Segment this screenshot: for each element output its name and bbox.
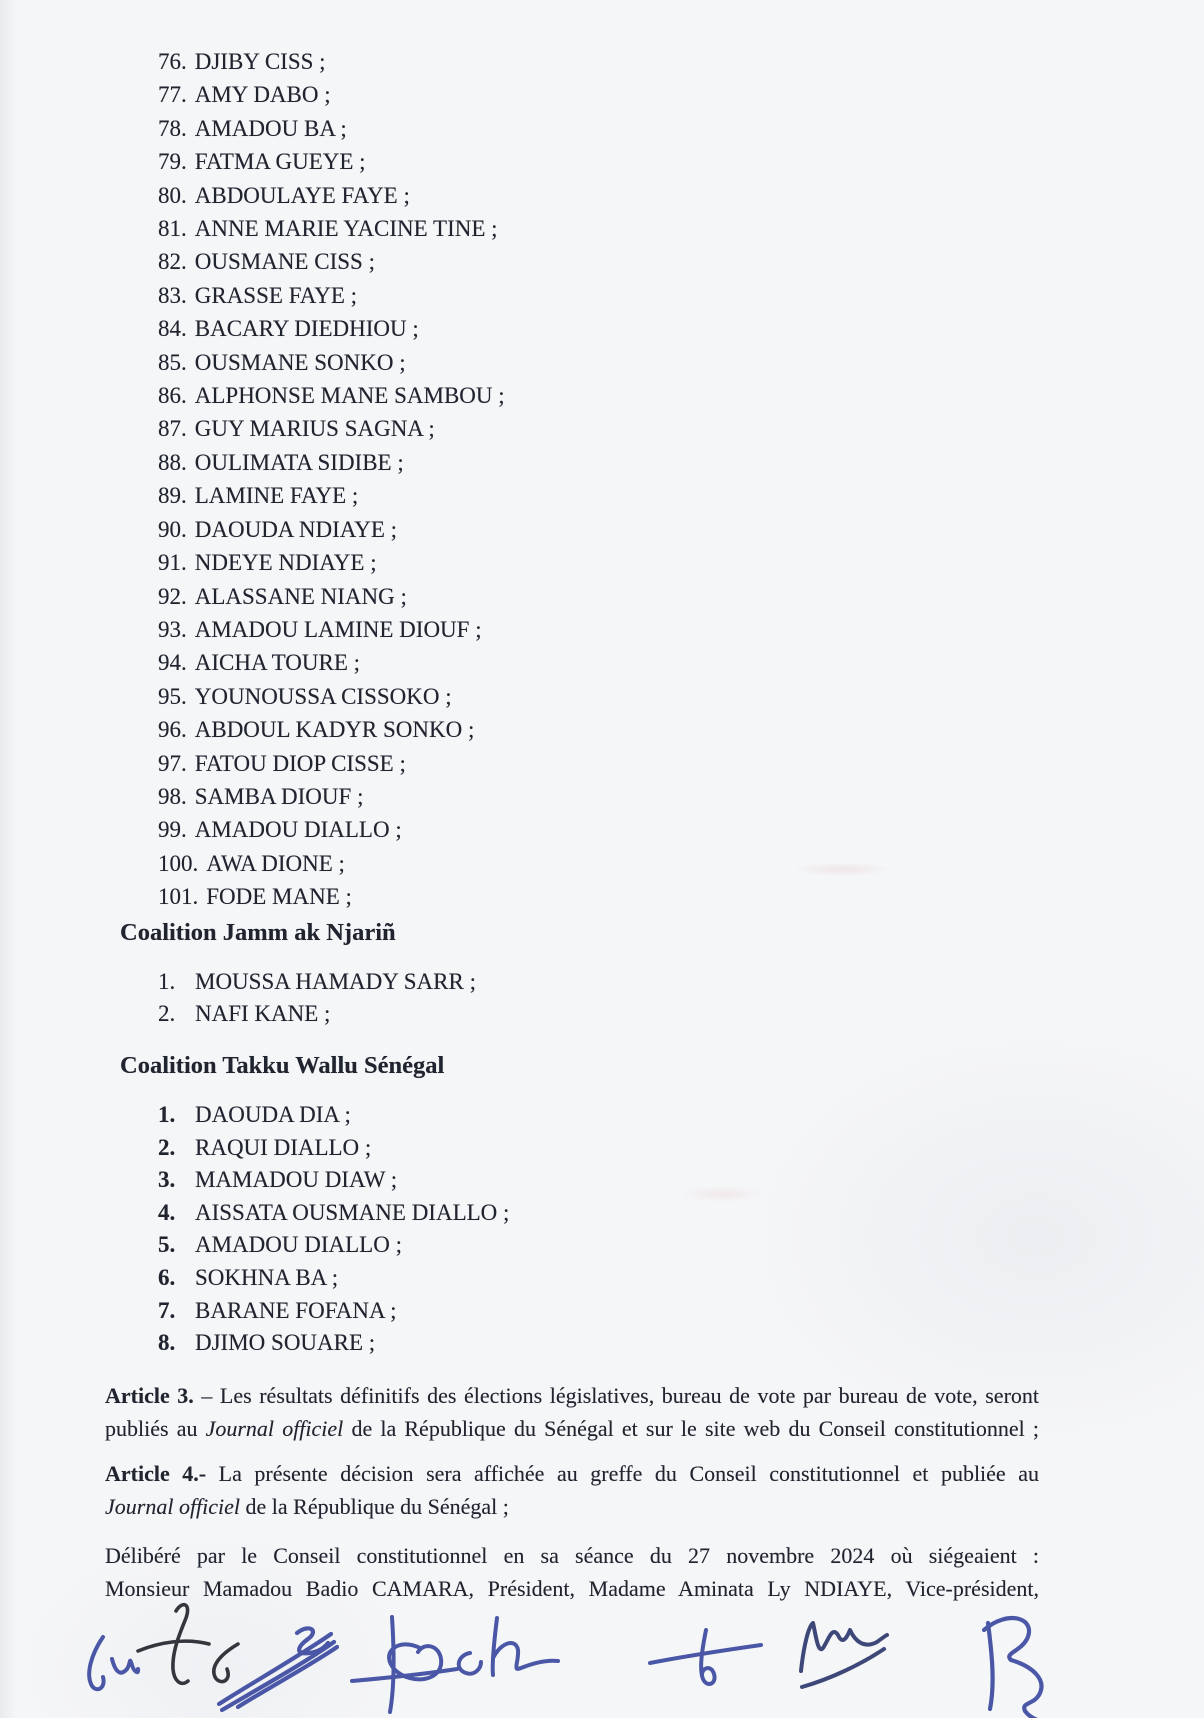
candidate-name: OULIMATA SIDIBE ; — [194, 449, 404, 475]
candidate-list-item — [158, 1295, 509, 1328]
candidate-list-item — [158, 613, 505, 646]
text-run: publiés au — [105, 1415, 206, 1441]
candidate-list-item — [158, 713, 505, 746]
paragraph-line — [105, 1491, 1039, 1524]
candidate-name: AWA DIONE ; — [206, 850, 345, 876]
candidate-name: FATOU DIOP CISSE ; — [194, 750, 406, 776]
candidate-name: DJIBY CISS ; — [194, 49, 326, 74]
text-italic: Journal officiel — [205, 1415, 344, 1441]
candidate-list-item — [158, 680, 505, 713]
candidate-name: ABDOUL KADYR SONKO ; — [194, 717, 475, 743]
candidate-name: RAQUI DIALLO ; — [195, 1134, 372, 1160]
candidate-name: BARANE FOFANA ; — [195, 1297, 397, 1323]
candidate-name: NAFI KANE ; — [195, 1000, 331, 1026]
list-item-number: 97. — [158, 750, 187, 776]
candidate-name: ANNE MARIE YACINE TINE ; — [194, 216, 498, 242]
list-item-number: 87. — [158, 416, 187, 442]
article-3-paragraph — [105, 1380, 1039, 1445]
candidate-name: GRASSE FAYE ; — [194, 282, 358, 308]
candidate-name: DAOUDA NDIAYE ; — [194, 516, 398, 542]
candidate-name: FODE MANE ; — [206, 884, 352, 910]
coalition-heading-jamm-ak-njarin: Coalition Jamm ak Njariñ — [120, 919, 396, 946]
candidate-name: OUSMANE SONKO ; — [194, 349, 406, 375]
candidate-name: DAOUDA DIA ; — [195, 1102, 351, 1127]
signature-7 — [984, 1618, 1072, 1718]
signature-5 — [650, 1630, 761, 1684]
candidate-list-item — [158, 45, 505, 78]
paragraph-line — [105, 1413, 1039, 1446]
candidate-list-item — [158, 880, 505, 913]
signature-1 — [89, 1637, 138, 1689]
list-item-number: 3. — [158, 1167, 176, 1193]
candidate-name: AMADOU DIALLO ; — [194, 817, 402, 843]
text-run: – Les résultats définitifs des élections législatives, bureau de vote par bureau de vote, seront — [193, 1383, 1040, 1408]
candidate-list-item — [158, 212, 505, 245]
candidate-list-item — [158, 998, 476, 1030]
candidate-name: YOUNOUSSA CISSOKO ; — [194, 683, 452, 709]
list-item-number: 98. — [158, 783, 187, 809]
candidate-list-item — [158, 546, 505, 579]
list-item-number: 7. — [158, 1297, 176, 1323]
candidate-name: NDEYE NDIAYE ; — [194, 550, 377, 576]
candidate-list-item — [158, 412, 505, 445]
candidate-name: ALPHONSE MANE SAMBOU ; — [194, 383, 505, 409]
list-item-number: 79. — [158, 149, 187, 175]
candidate-list-item — [158, 1197, 509, 1230]
candidate-name: AMADOU BA ; — [194, 115, 347, 141]
candidate-list-jamm-ak-njarin — [158, 966, 476, 1029]
candidate-name: OUSMANE CISS ; — [194, 249, 375, 275]
list-item-number: 91. — [158, 550, 187, 576]
list-item-number: 83. — [158, 282, 187, 308]
candidate-list-item — [158, 346, 505, 379]
list-item-number: 88. — [158, 449, 187, 475]
candidate-list-item — [158, 112, 505, 145]
candidate-list-item — [158, 78, 505, 111]
candidate-name: LAMINE FAYE ; — [194, 483, 359, 509]
candidate-list-item — [158, 245, 505, 278]
candidate-list-item — [158, 580, 505, 613]
article-4-paragraph — [105, 1458, 1039, 1523]
text-run: Monsieur Mamadou Badio CAMARA, Président, Madame Aminata Ly NDIAYE, Vice-président, — [105, 1575, 1039, 1601]
list-item-number: 89. — [158, 483, 187, 509]
list-item-number: 8. — [158, 1330, 176, 1356]
candidate-name: DJIMO SOUARE ; — [195, 1330, 376, 1356]
text-run: Délibéré par le Conseil constitutionnel en sa séance du 27 novembre 2024 où siégeaient : — [105, 1543, 1039, 1568]
list-item-number: 92. — [158, 583, 187, 609]
list-item-number: 101. — [158, 884, 199, 910]
list-item-number: 85. — [158, 349, 187, 375]
list-item-number: 1. — [158, 1102, 176, 1127]
candidate-list-item — [158, 847, 505, 880]
text-italic: Journal officiel — [105, 1493, 241, 1519]
candidate-list-item — [158, 966, 476, 998]
list-item-number: 100. — [158, 850, 199, 876]
list-item-number: 4. — [158, 1199, 176, 1225]
candidate-list-item — [158, 1262, 509, 1295]
candidate-name: AMY DABO ; — [194, 82, 331, 108]
list-item-number: 2. — [158, 1134, 176, 1160]
text-run: de la République du Sénégal et sur le site web du Conseil constitutionnel ; — [343, 1415, 1039, 1441]
candidate-list-item — [158, 747, 505, 780]
signatures-row — [0, 1538, 1204, 1718]
candidate-list-item — [158, 513, 505, 546]
list-item-number: 5. — [158, 1232, 176, 1258]
candidate-name: SAMBA DIOUF ; — [194, 783, 364, 809]
text-bold: Article 4.- — [105, 1461, 207, 1486]
candidate-name: SOKHNA BA ; — [195, 1264, 339, 1290]
candidate-list-item — [158, 1327, 509, 1360]
candidate-list-item — [158, 479, 505, 512]
candidate-list-item — [158, 780, 505, 813]
candidate-list-item — [158, 1132, 509, 1165]
candidate-list-item — [158, 446, 505, 479]
text-bold: Article 3. — [105, 1383, 194, 1408]
candidate-list-item — [158, 379, 505, 412]
list-item-number: 82. — [158, 249, 187, 275]
text-run: de la République du Sénégal ; — [240, 1493, 509, 1519]
list-item-number: 90. — [158, 516, 187, 542]
list-item-number: 2. — [158, 1000, 176, 1026]
coalition-heading-takku-wallu-senegal: Coalition Takku Wallu Sénégal — [120, 1052, 445, 1079]
paragraph-line — [105, 1380, 1039, 1413]
candidate-list-item — [158, 312, 505, 345]
list-item-number: 96. — [158, 717, 187, 743]
candidate-list-continued — [158, 45, 505, 914]
list-item-number: 76. — [158, 49, 187, 74]
list-item-number: 93. — [158, 616, 187, 642]
list-item-number: 77. — [158, 82, 187, 108]
signature-6 — [801, 1623, 887, 1687]
candidate-list-item — [158, 646, 505, 679]
list-item-number: 81. — [158, 216, 187, 242]
signature-4 — [352, 1617, 558, 1712]
list-item-number: 1. — [158, 969, 176, 994]
candidate-name: AISSATA OUSMANE DIALLO ; — [195, 1199, 510, 1225]
candidate-list-item — [158, 279, 505, 312]
candidate-list-item — [158, 813, 505, 846]
paragraph-line — [105, 1458, 1039, 1491]
candidate-list-item — [158, 1099, 509, 1132]
list-item-number: 80. — [158, 182, 187, 208]
signature-3 — [219, 1628, 337, 1710]
candidate-list-item — [158, 1229, 509, 1262]
candidate-list-item — [158, 179, 505, 212]
candidate-list-item — [158, 1164, 509, 1197]
list-item-number: 95. — [158, 683, 187, 709]
list-item-number: 84. — [158, 316, 187, 342]
candidate-name: AICHA TOURE ; — [194, 650, 361, 676]
text-run: La présente décision sera affichée au greffe du Conseil constitutionnel et publiée au — [206, 1461, 1040, 1486]
list-item-number: 78. — [158, 115, 187, 141]
candidate-list-takku-wallu-senegal — [158, 1099, 509, 1360]
candidate-name: GUY MARIUS SAGNA ; — [194, 416, 435, 442]
signature-2 — [138, 1605, 238, 1684]
list-item-number: 86. — [158, 383, 187, 409]
list-item-number: 99. — [158, 817, 187, 843]
candidate-name: MAMADOU DIAW ; — [195, 1167, 398, 1193]
candidate-list-item — [158, 145, 505, 178]
candidate-name: AMADOU DIALLO ; — [195, 1232, 402, 1258]
candidate-name: AMADOU LAMINE DIOUF ; — [194, 616, 482, 642]
candidate-name: MOUSSA HAMADY SARR ; — [195, 969, 476, 994]
candidate-name: ABDOULAYE FAYE ; — [194, 182, 410, 208]
candidate-name: ALASSANE NIANG ; — [194, 583, 407, 609]
candidate-name: BACARY DIEDHIOU ; — [194, 316, 419, 342]
candidate-name: FATMA GUEYE ; — [194, 149, 366, 175]
list-item-number: 6. — [158, 1264, 176, 1290]
list-item-number: 94. — [158, 650, 187, 676]
